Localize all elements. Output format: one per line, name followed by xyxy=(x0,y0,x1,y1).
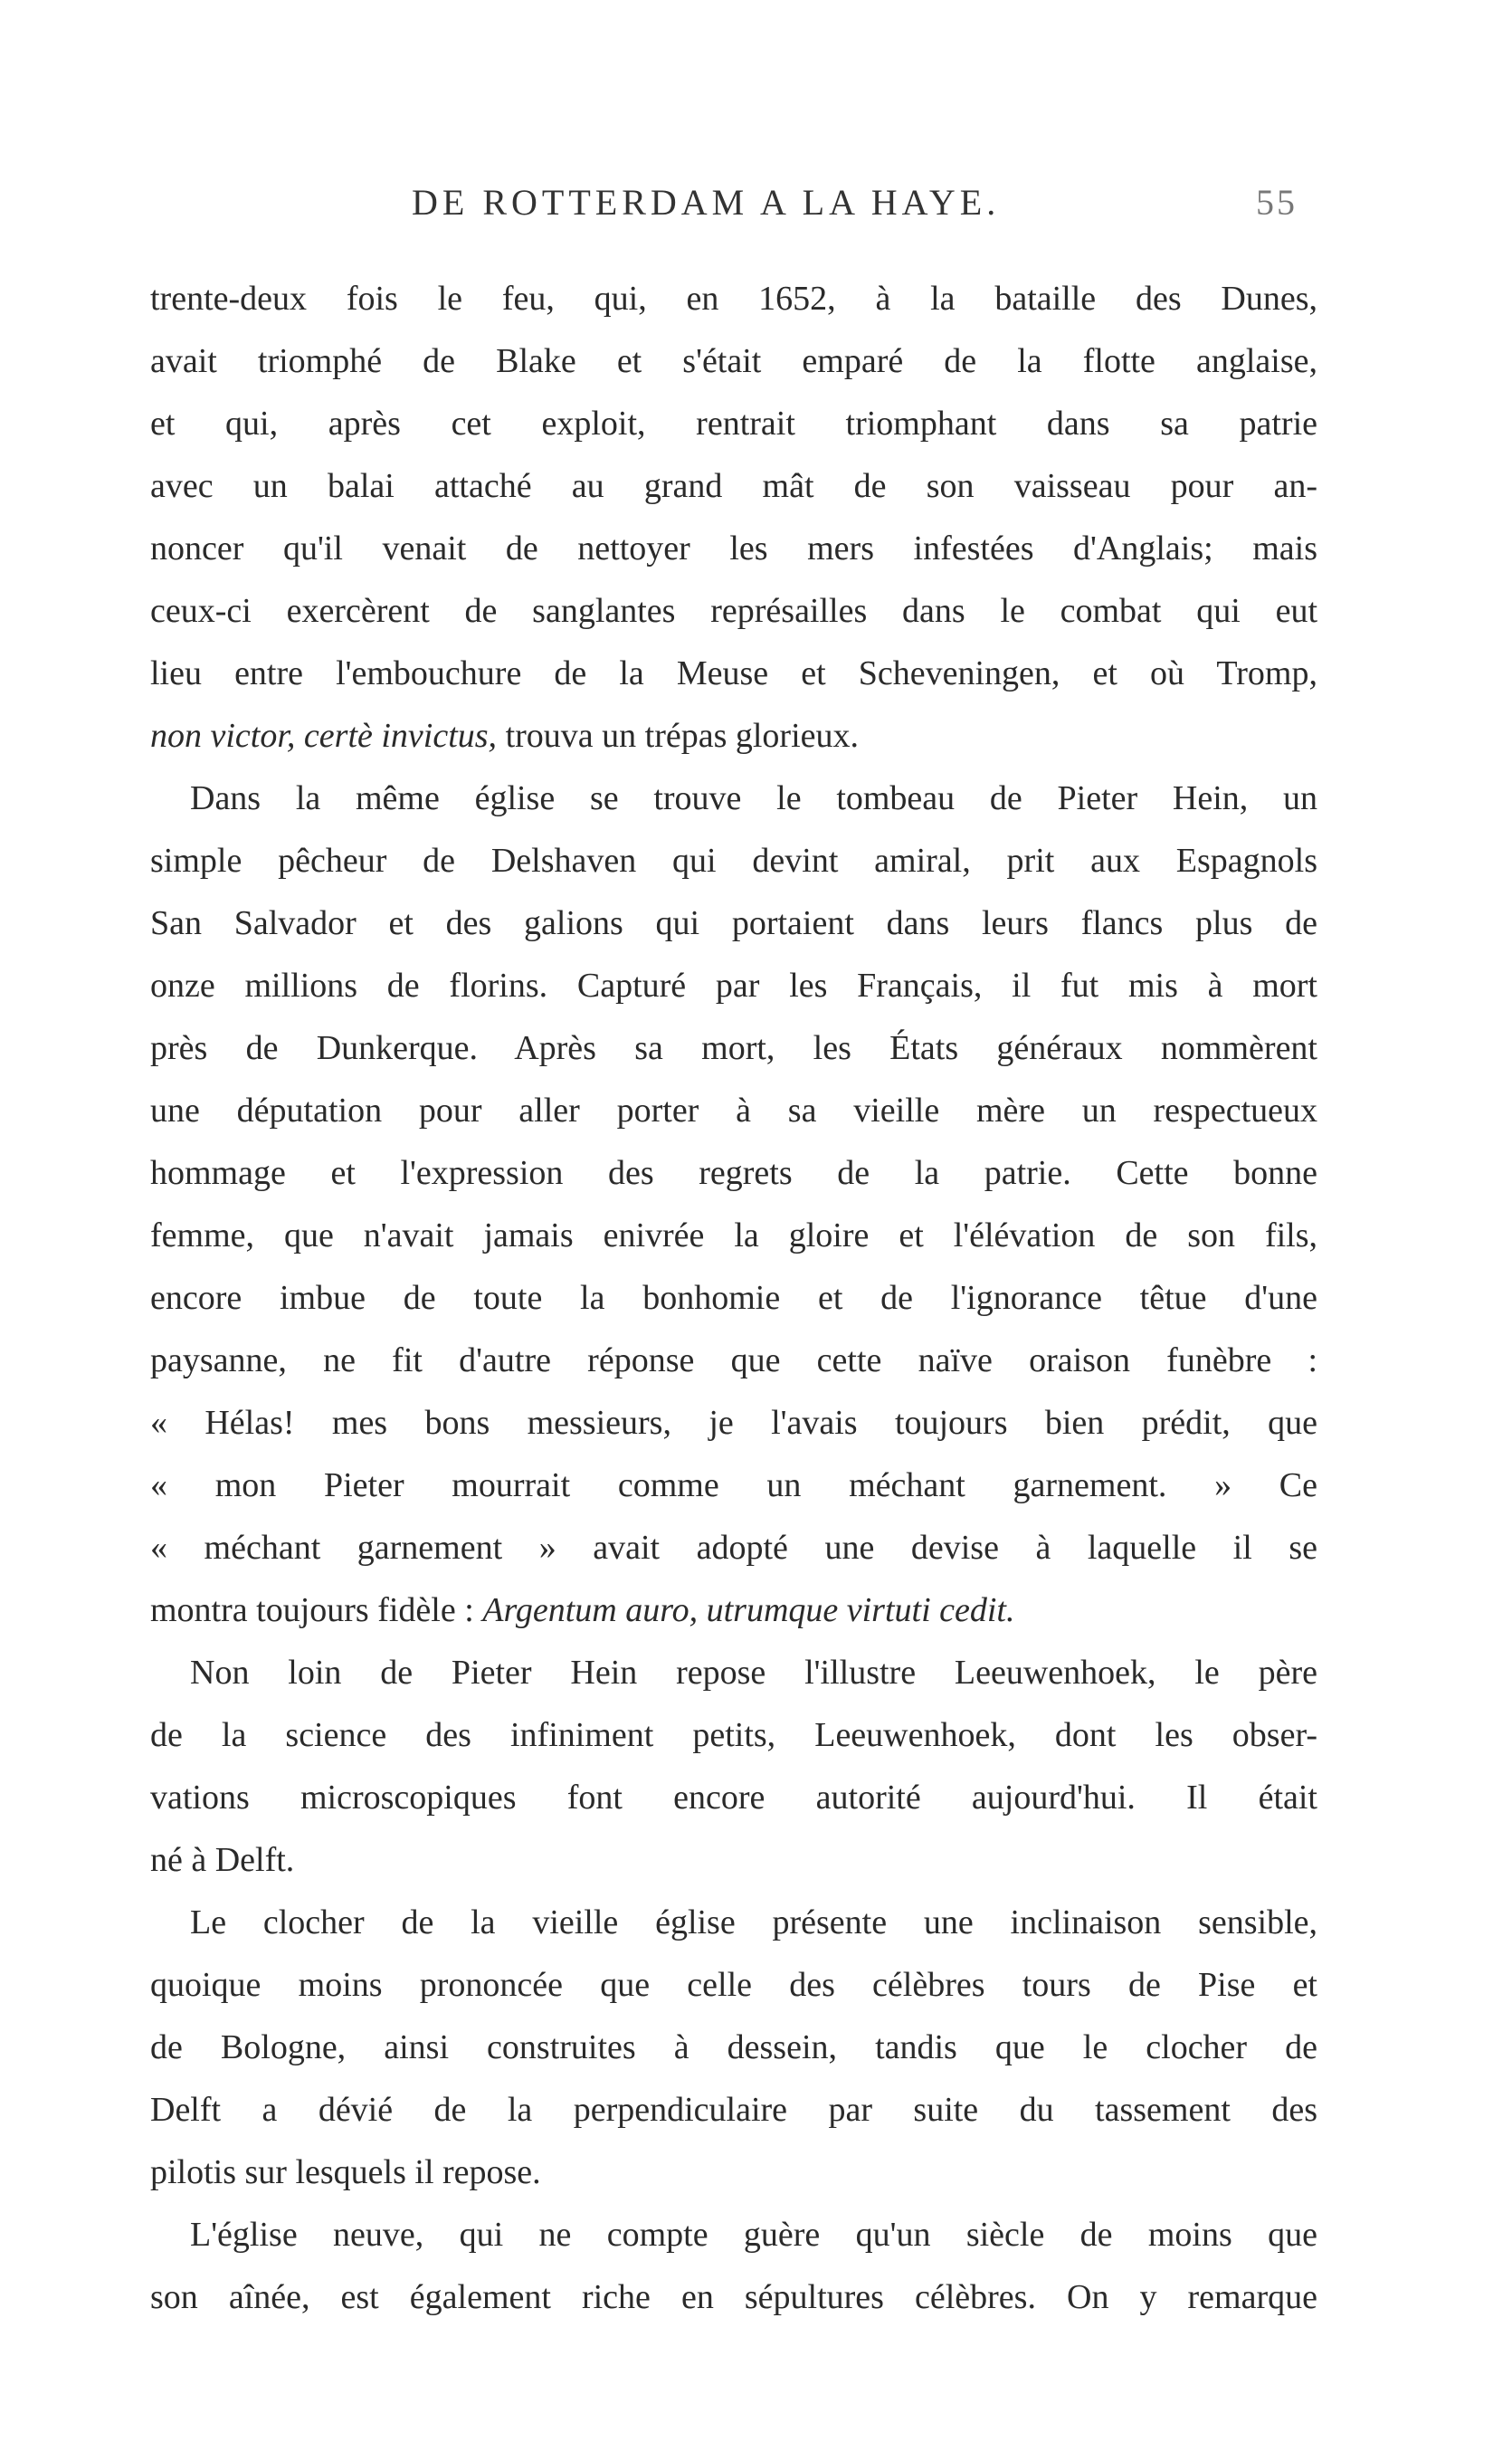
body-text xyxy=(150,268,1317,2329)
page-number: 55 xyxy=(1256,182,1298,223)
text-line: pilotis sur lesquels il repose. xyxy=(150,2153,541,2191)
text-line: vations microscopiques font encore autorité aujourd'hui. Il était xyxy=(150,1779,1317,1817)
text-line: « mon Pieter mourrait comme un méchant garnement. » Ce xyxy=(150,1466,1317,1504)
text-line: simple pêcheur de Delshaven qui devint amiral, prit aux Espagnols xyxy=(150,842,1317,880)
text-line: avec un balai attaché au grand mât de son vaisseau pour an- xyxy=(150,467,1317,505)
text-line: L'église neuve, qui ne compte guère qu'un siècle de moins que xyxy=(190,2216,1317,2254)
text-line: encore imbue de toute la bonhomie et de l'ignorance têtue d'une xyxy=(150,1279,1317,1317)
text-line: de Bologne, ainsi construites à dessein, tandis que le clocher de xyxy=(150,2028,1317,2066)
text-line: San Salvador et des galions qui portaient dans leurs flancs plus de xyxy=(150,904,1317,942)
text-line: quoique moins prononcée que celle des célèbres tours de Pise et xyxy=(150,1966,1317,2004)
text-line: hommage et l'expression des regrets de la patrie. Cette bonne xyxy=(150,1154,1317,1192)
text-line: son aînée, est également riche en sépultures célèbres. On y remarque xyxy=(150,2278,1317,2316)
text-line: de la science des infiniment petits, Leeuwenhoek, dont les obser- xyxy=(150,1716,1317,1754)
text-line: avait triomphé de Blake et s'était emparé de la flotte anglaise, xyxy=(150,342,1317,380)
running-head xyxy=(0,181,1512,235)
text-line: une députation pour aller porter à sa vieille mère un respectueux xyxy=(150,1092,1317,1130)
text-line: noncer qu'il venait de nettoyer les mers infestées d'Anglais; mais xyxy=(150,529,1317,568)
text-line: trente-deux fois le feu, qui, en 1652, à la bataille des Dunes, xyxy=(150,280,1317,318)
text-line: né à Delft. xyxy=(150,1841,295,1879)
text-line: et qui, après cet exploit, rentrait triomphant dans sa patrie xyxy=(150,405,1317,443)
text-line: ceux-ci exercèrent de sanglantes représailles dans le combat qui eut xyxy=(150,592,1317,630)
text-segment: trouva un trépas glorieux. xyxy=(497,717,860,755)
running-title: DE ROTTERDAM A LA HAYE. xyxy=(412,182,1001,223)
text-line: « méchant garnement » avait adopté une devise à laquelle il se xyxy=(150,1529,1317,1567)
text-line: « Hélas! mes bons messieurs, je l'avais toujours bien prédit, que xyxy=(150,1404,1317,1442)
text-line: femme, que n'avait jamais enivrée la gloire et l'élévation de son fils, xyxy=(150,1216,1317,1254)
text-line: onze millions de florins. Capturé par les Français, il fut mis à mort xyxy=(150,967,1317,1005)
text-line: paysanne, ne fit d'autre réponse que cette naïve oraison funèbre : xyxy=(150,1341,1317,1379)
italic-text: Argentum auro, utrumque virtuti cedit. xyxy=(482,1591,1015,1629)
text-line: Delft a dévié de la perpendiculaire par suite du tassement des xyxy=(150,2091,1317,2129)
text-line: lieu entre l'embouchure de la Meuse et Scheveningen, et où Tromp, xyxy=(150,654,1317,692)
text-line xyxy=(150,705,1317,768)
text-segment: montra toujours fidèle : xyxy=(150,1591,483,1629)
italic-text: non victor, certè invictus, xyxy=(150,717,498,755)
text-line: Non loin de Pieter Hein repose l'illustre Leeuwenhoek, le père xyxy=(190,1654,1317,1692)
text-line xyxy=(150,1579,1317,1642)
text-line: Le clocher de la vieille église présente une inclinaison sensible, xyxy=(190,1903,1317,1941)
text-line: près de Dunkerque. Après sa mort, les États généraux nommèrent xyxy=(150,1029,1317,1067)
text-line: Dans la même église se trouve le tombeau de Pieter Hein, un xyxy=(190,779,1317,817)
